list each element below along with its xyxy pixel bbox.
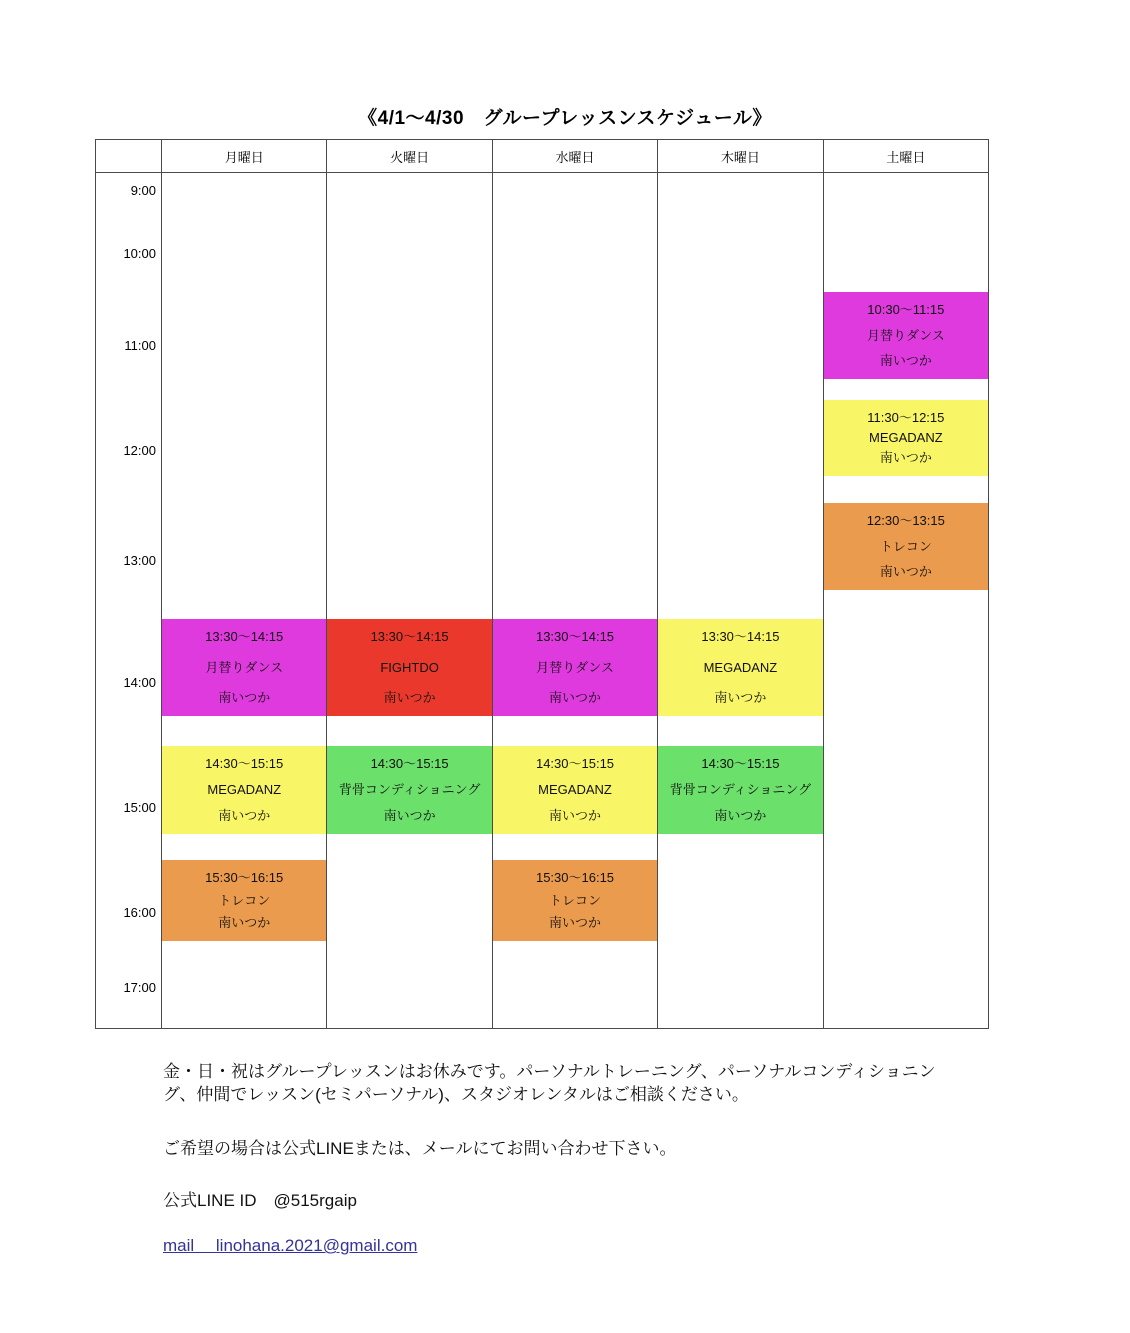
time-label-1500: 15:00 [123,800,156,815]
lesson-time: 13:30～14:15 [535,629,615,644]
lesson-time: 13:30～14:15 [701,629,780,644]
day-column-thursday [658,173,823,1028]
lesson-instructor: 南いつか [549,915,602,930]
lesson-block-mon-1430 [162,746,326,834]
lesson-block-tue-1330 [327,619,491,716]
time-label-1400: 14:00 [123,675,156,690]
time-label-0900: 9:00 [130,183,156,198]
lesson-time: 13:30～14:15 [205,629,284,644]
lesson-time: 11:30～12:15 [867,410,945,425]
lesson-block-thu-1330 [658,619,822,716]
lesson-instructor: 南いつか [879,450,932,465]
page-title: 《4/1～4/30 グループレッスンスケジュール》 [358,108,772,129]
lesson-time: 14:30～15:15 [701,756,780,771]
day-header-wednesday: 水曜日 [493,140,658,172]
lesson-name: トレコン [218,892,271,908]
contact-note: ご希望の場合は公式LINEまたは、メールにてお問い合わせ下さい。 [163,1139,677,1158]
lesson-time: 15:30～16:15 [535,870,615,885]
lesson-instructor: 南いつか [383,808,436,823]
day-column-wednesday [493,173,658,1028]
time-label-1300: 13:00 [123,553,156,568]
lesson-name: MEGADANZ [207,782,282,797]
lesson-instructor: 南いつか [218,690,271,705]
lesson-name: 月替りダンス [536,659,614,675]
day-header-saturday: 土曜日 [886,149,926,165]
lesson-name: トレコン [879,538,932,554]
lesson-instructor: 南いつか [549,690,602,705]
lesson-name: 背骨コンディショニング [669,782,812,797]
lesson-instructor: 南いつか [879,353,932,368]
lesson-name: トレコン [549,892,602,908]
day-header-tuesday: 火曜日 [327,140,492,172]
lesson-block-mon-1330 [162,619,326,716]
lesson-time: 10:30～11:15 [867,302,945,317]
lesson-time: 14:30～15:15 [370,756,449,771]
lesson-name: MEGADANZ [538,782,612,797]
lesson-instructor: 南いつか [218,915,271,930]
time-label-1000: 10:00 [123,246,156,261]
lesson-time: 12:30～13:15 [866,513,945,528]
time-label-1700: 17:00 [123,980,156,995]
lesson-time: 14:30～15:15 [205,756,284,771]
footer-notes [163,1060,963,1257]
lesson-instructor: 南いつか [549,808,602,823]
lesson-block-wed-1430 [493,746,657,834]
lesson-block-sat-1030 [824,292,988,379]
lesson-block-sat-1230 [824,503,988,590]
lesson-instructor: 南いつか [714,690,767,705]
table-body [96,173,988,1028]
lesson-instructor: 南いつか [879,564,932,579]
lesson-name: MEGADANZ [703,659,778,675]
lesson-instructor: 南いつか [383,690,436,705]
day-column-tuesday [327,173,492,1028]
lesson-name: 背骨コンディショニング [338,782,481,797]
time-label-1100: 11:00 [124,338,156,353]
lesson-instructor: 南いつか [714,808,767,823]
lesson-name: 月替りダンス [866,327,945,343]
closed-days-note: 金・日・祝はグループレッスンはお休みです。パーソナルトレーニング、パーソナルコンディショニング、仲間でレッスン(セミパーソナル)、スタジオレンタルはご相談ください。 [163,1062,936,1104]
lesson-block-thu-1430 [658,746,822,834]
day-header-thursday: 木曜日 [658,140,823,172]
line-id-text: 公式LINE ID @515rgaip [163,1191,357,1210]
lesson-block-mon-1530 [162,860,326,941]
lesson-block-sat-1130 [824,400,988,476]
lesson-block-wed-1530 [493,860,657,941]
lesson-name: 月替りダンス [205,659,284,675]
time-label-1200: 12:00 [123,443,156,458]
day-column-monday [162,173,327,1028]
corner-cell [96,140,162,172]
lesson-block-wed-1330 [493,619,657,716]
lesson-time: 14:30～15:15 [535,756,615,771]
schedule-table [95,139,989,1029]
lesson-instructor: 南いつか [218,808,271,823]
time-axis-column [96,173,162,1028]
time-label-1600: 16:00 [123,905,156,920]
lesson-name: MEGADANZ [868,430,943,445]
table-header-row [96,140,988,173]
lesson-time: 15:30～16:15 [205,870,284,885]
day-column-saturday [824,173,988,1028]
day-header-monday: 月曜日 [162,140,327,172]
lesson-name: FIGHTDO [380,659,439,675]
lesson-block-tue-1430 [327,746,491,834]
mail-link[interactable]: mail linohana.2021@gmail.com [163,1236,418,1255]
lesson-time: 13:30～14:15 [370,629,449,644]
